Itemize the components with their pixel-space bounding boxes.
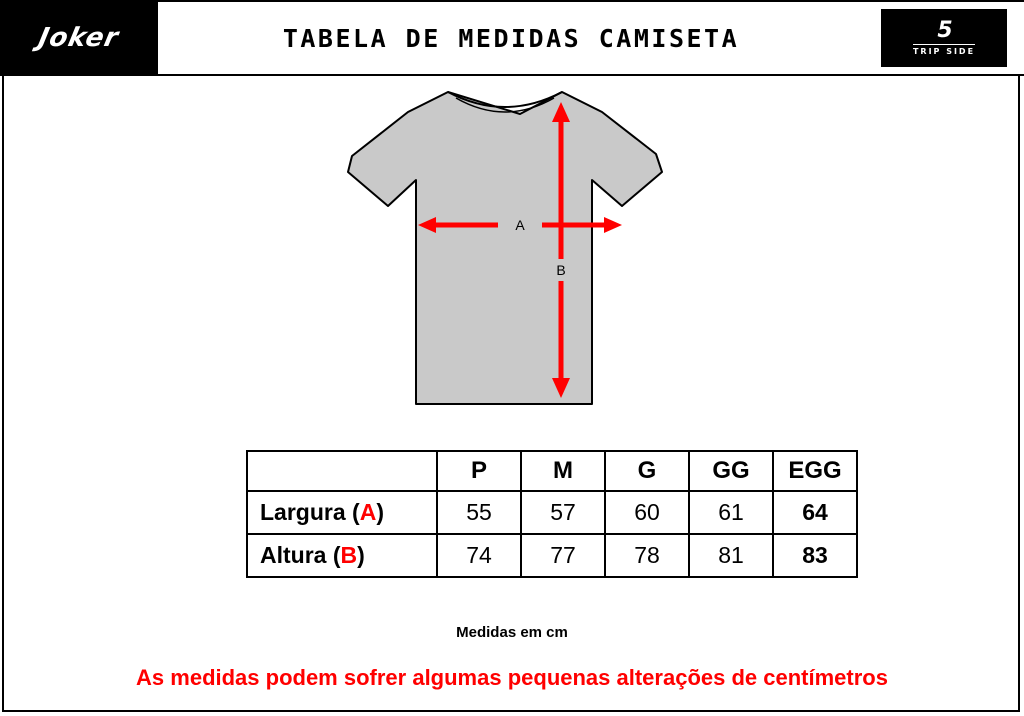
row-label-largura-close: ) [376, 499, 384, 525]
row-label-altura [247, 534, 437, 577]
page-title: TABELA DE MEDIDAS CAMISETA [282, 23, 740, 53]
cell-altura-m: 77 [521, 534, 605, 577]
cell-altura-p: 74 [437, 534, 521, 577]
size-header-g: G [605, 451, 689, 491]
cell-altura-g: 78 [605, 534, 689, 577]
brand-logo-joker-text: Joker [36, 23, 122, 53]
brand-logo-tripside-mark: 5 [937, 18, 951, 43]
size-header-egg: EGG [773, 451, 857, 491]
cell-largura-gg: 61 [689, 491, 773, 534]
size-table [246, 450, 858, 578]
unit-note: Medidas em cm [456, 624, 568, 641]
table-corner-cell [247, 451, 437, 491]
brand-logo-tripside [864, 0, 1024, 76]
height-label-b: B [556, 262, 566, 278]
tshirt-diagram [330, 84, 710, 429]
cell-largura-m: 57 [521, 491, 605, 534]
row-label-altura-text: Altura ( [260, 542, 341, 568]
cell-largura-g: 60 [605, 491, 689, 534]
brand-logo-tripside-box [881, 9, 1007, 67]
disclaimer-text: As medidas podem sofrer algumas pequenas alterações de centímetros [136, 665, 888, 690]
size-header-m: M [521, 451, 605, 491]
tshirt-body-shape [348, 92, 662, 404]
table-header-row [247, 451, 857, 491]
row-label-largura-text: Largura ( [260, 499, 360, 525]
page-title-container [158, 0, 864, 76]
cell-largura-egg: 64 [773, 491, 857, 534]
table-row [247, 491, 857, 534]
row-label-altura-close: ) [357, 542, 365, 568]
table-row [247, 534, 857, 577]
brand-logo-joker [0, 0, 158, 76]
width-label-a: A [515, 217, 525, 233]
row-label-largura-marker: A [359, 499, 377, 525]
page-header [0, 0, 1024, 76]
size-header-gg: GG [689, 451, 773, 491]
brand-logo-tripside-name: TRIP SIDE [913, 44, 975, 56]
cell-largura-p: 55 [437, 491, 521, 534]
size-header-p: P [437, 451, 521, 491]
row-label-largura [247, 491, 437, 534]
row-label-altura-marker: B [340, 542, 358, 568]
cell-altura-egg: 83 [773, 534, 857, 577]
cell-altura-gg: 81 [689, 534, 773, 577]
